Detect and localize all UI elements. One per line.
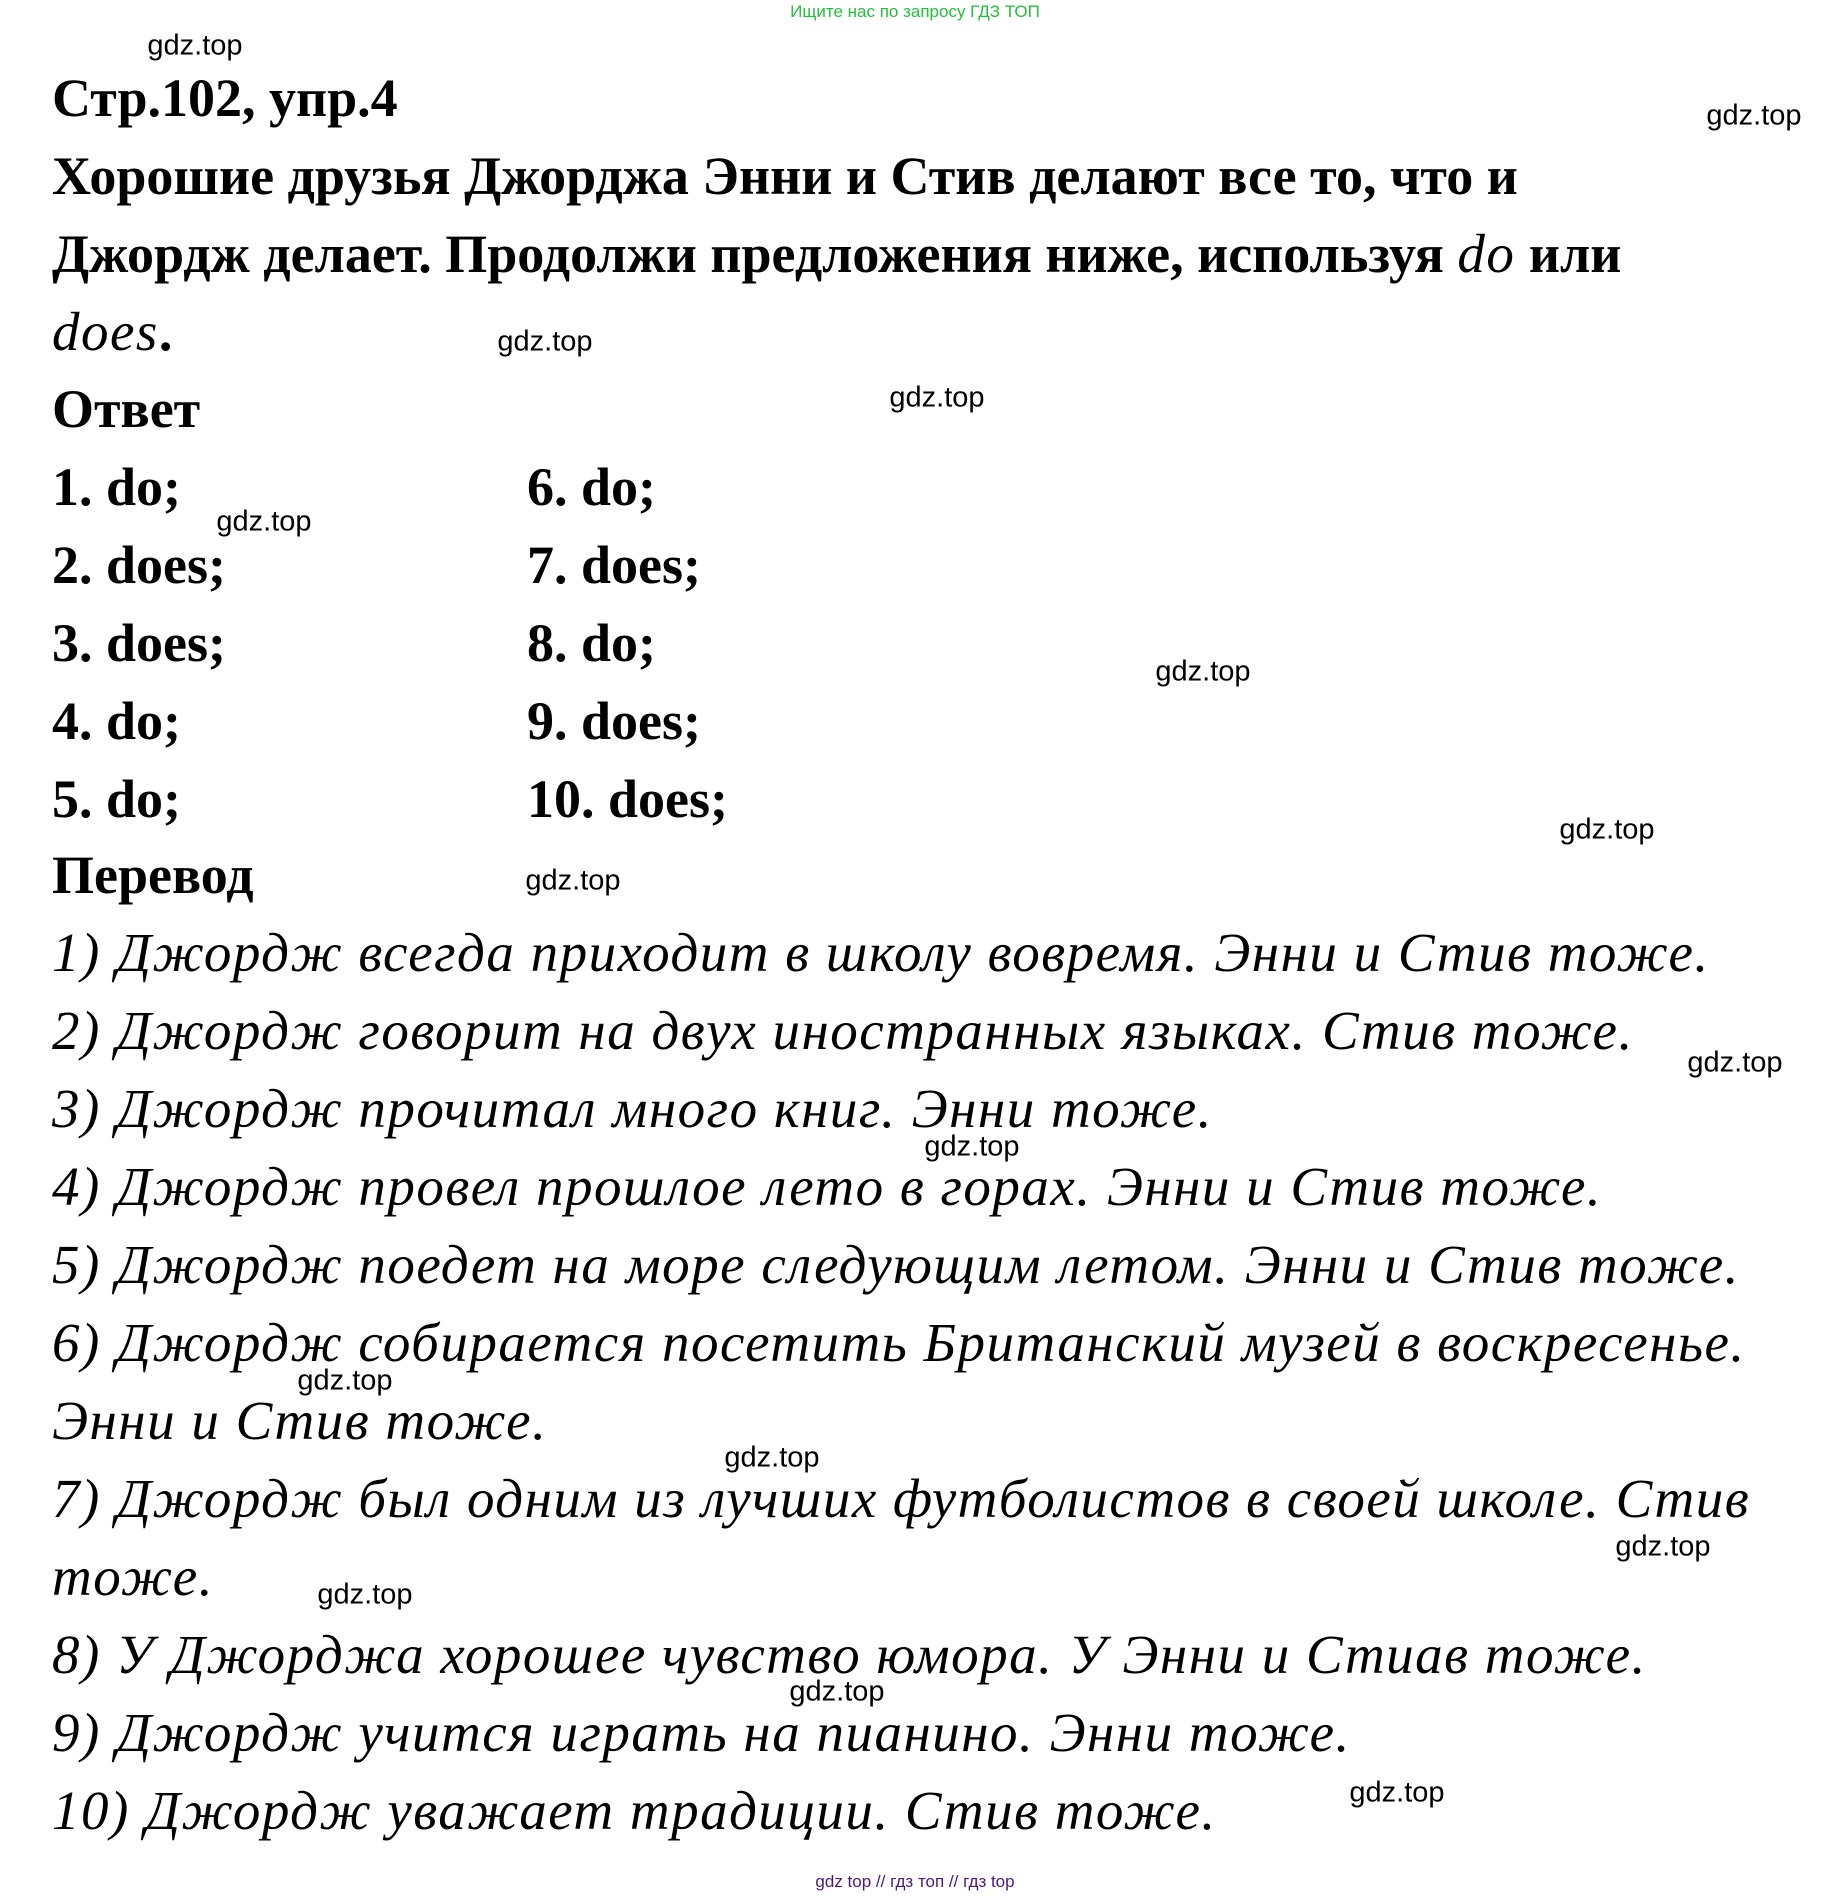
translation-line: 5) Джордж поедет на море следующим летом. Энни и Стив тоже. [52, 1234, 1740, 1295]
watermark: gdz.top [889, 381, 985, 414]
footer-links: gdz top // гдз топ // гдз top [815, 1872, 1015, 1891]
watermark: gdz.top [1687, 1046, 1783, 1079]
translation-line: 8) У Джорджа хорошее чувство юмора. У Энни и Стиав тоже. [52, 1624, 1647, 1685]
answer-item: 9. does; [527, 691, 701, 751]
watermark: gdz.top [1706, 99, 1802, 132]
translation-line: тоже. [52, 1546, 214, 1607]
answer-item: 5. do; [52, 769, 182, 829]
task-line-2 [52, 215, 1621, 293]
does-word: does [52, 301, 159, 362]
watermark: gdz.top [147, 29, 243, 62]
watermark: gdz.top [789, 1675, 885, 1708]
answer-item: 1. do; [52, 457, 182, 517]
answer-item: 8. do; [527, 613, 657, 673]
watermark: gdz.top [1559, 813, 1655, 846]
translation-line: Энни и Стив тоже. [52, 1390, 548, 1451]
page-title: Стр.102, упр.4 [52, 68, 398, 128]
task-line-1: Хорошие друзья Джорджа Энни и Стив делают все то, что и [52, 146, 1518, 206]
answer-item: 7. does; [527, 535, 701, 595]
search-hint: Ищите нас по запросу ГДЗ ТОП [790, 2, 1040, 21]
watermark: gdz.top [924, 1130, 1020, 1163]
watermark: gdz.top [1615, 1530, 1711, 1563]
watermark: gdz.top [724, 1441, 820, 1474]
watermark: gdz.top [1349, 1776, 1445, 1809]
answer-item: 6. do; [527, 457, 657, 517]
answer-item: 10. does; [527, 769, 728, 829]
translation-line: 2) Джордж говорит на двух иностранных языках. Стив тоже. [52, 1000, 1634, 1061]
watermark: gdz.top [216, 505, 312, 538]
task-text: или [1515, 224, 1622, 284]
translation-line: 9) Джордж учится играть на пианино. Энни тоже. [52, 1702, 1351, 1763]
do-word: do [1457, 223, 1516, 284]
translation-line: 1) Джордж всегда приходит в школу вовремя. Энни и Стив тоже. [52, 922, 1710, 983]
translation-line: 10) Джордж уважает традиции. Стив тоже. [52, 1780, 1217, 1841]
answer-item: 4. do; [52, 691, 182, 751]
watermark: gdz.top [525, 864, 621, 897]
watermark: gdz.top [297, 1364, 393, 1397]
translation-line: 6) Джордж собирается посетить Британский музей в воскресенье. [52, 1312, 1746, 1373]
answer-item: 3. does; [52, 613, 226, 673]
task-text: Джордж делает. Продолжи предложения ниже, используя [52, 224, 1458, 284]
translation-line: 3) Джордж прочитал много книг. Энни тоже. [52, 1078, 1213, 1139]
watermark: gdz.top [497, 325, 593, 358]
watermark: gdz.top [317, 1578, 413, 1611]
translation-line: 7) Джордж был одним из лучших футболистов в своей школе. Стив [52, 1468, 1751, 1529]
answer-item: 2. does; [52, 535, 226, 595]
task-line-3 [52, 293, 172, 371]
translation-heading: Перевод [52, 845, 254, 905]
period: . [158, 302, 173, 362]
answer-heading: Ответ [52, 379, 201, 439]
translation-line: 4) Джордж провел прошлое лето в горах. Энни и Стив тоже. [52, 1156, 1603, 1217]
watermark: gdz.top [1155, 655, 1251, 688]
